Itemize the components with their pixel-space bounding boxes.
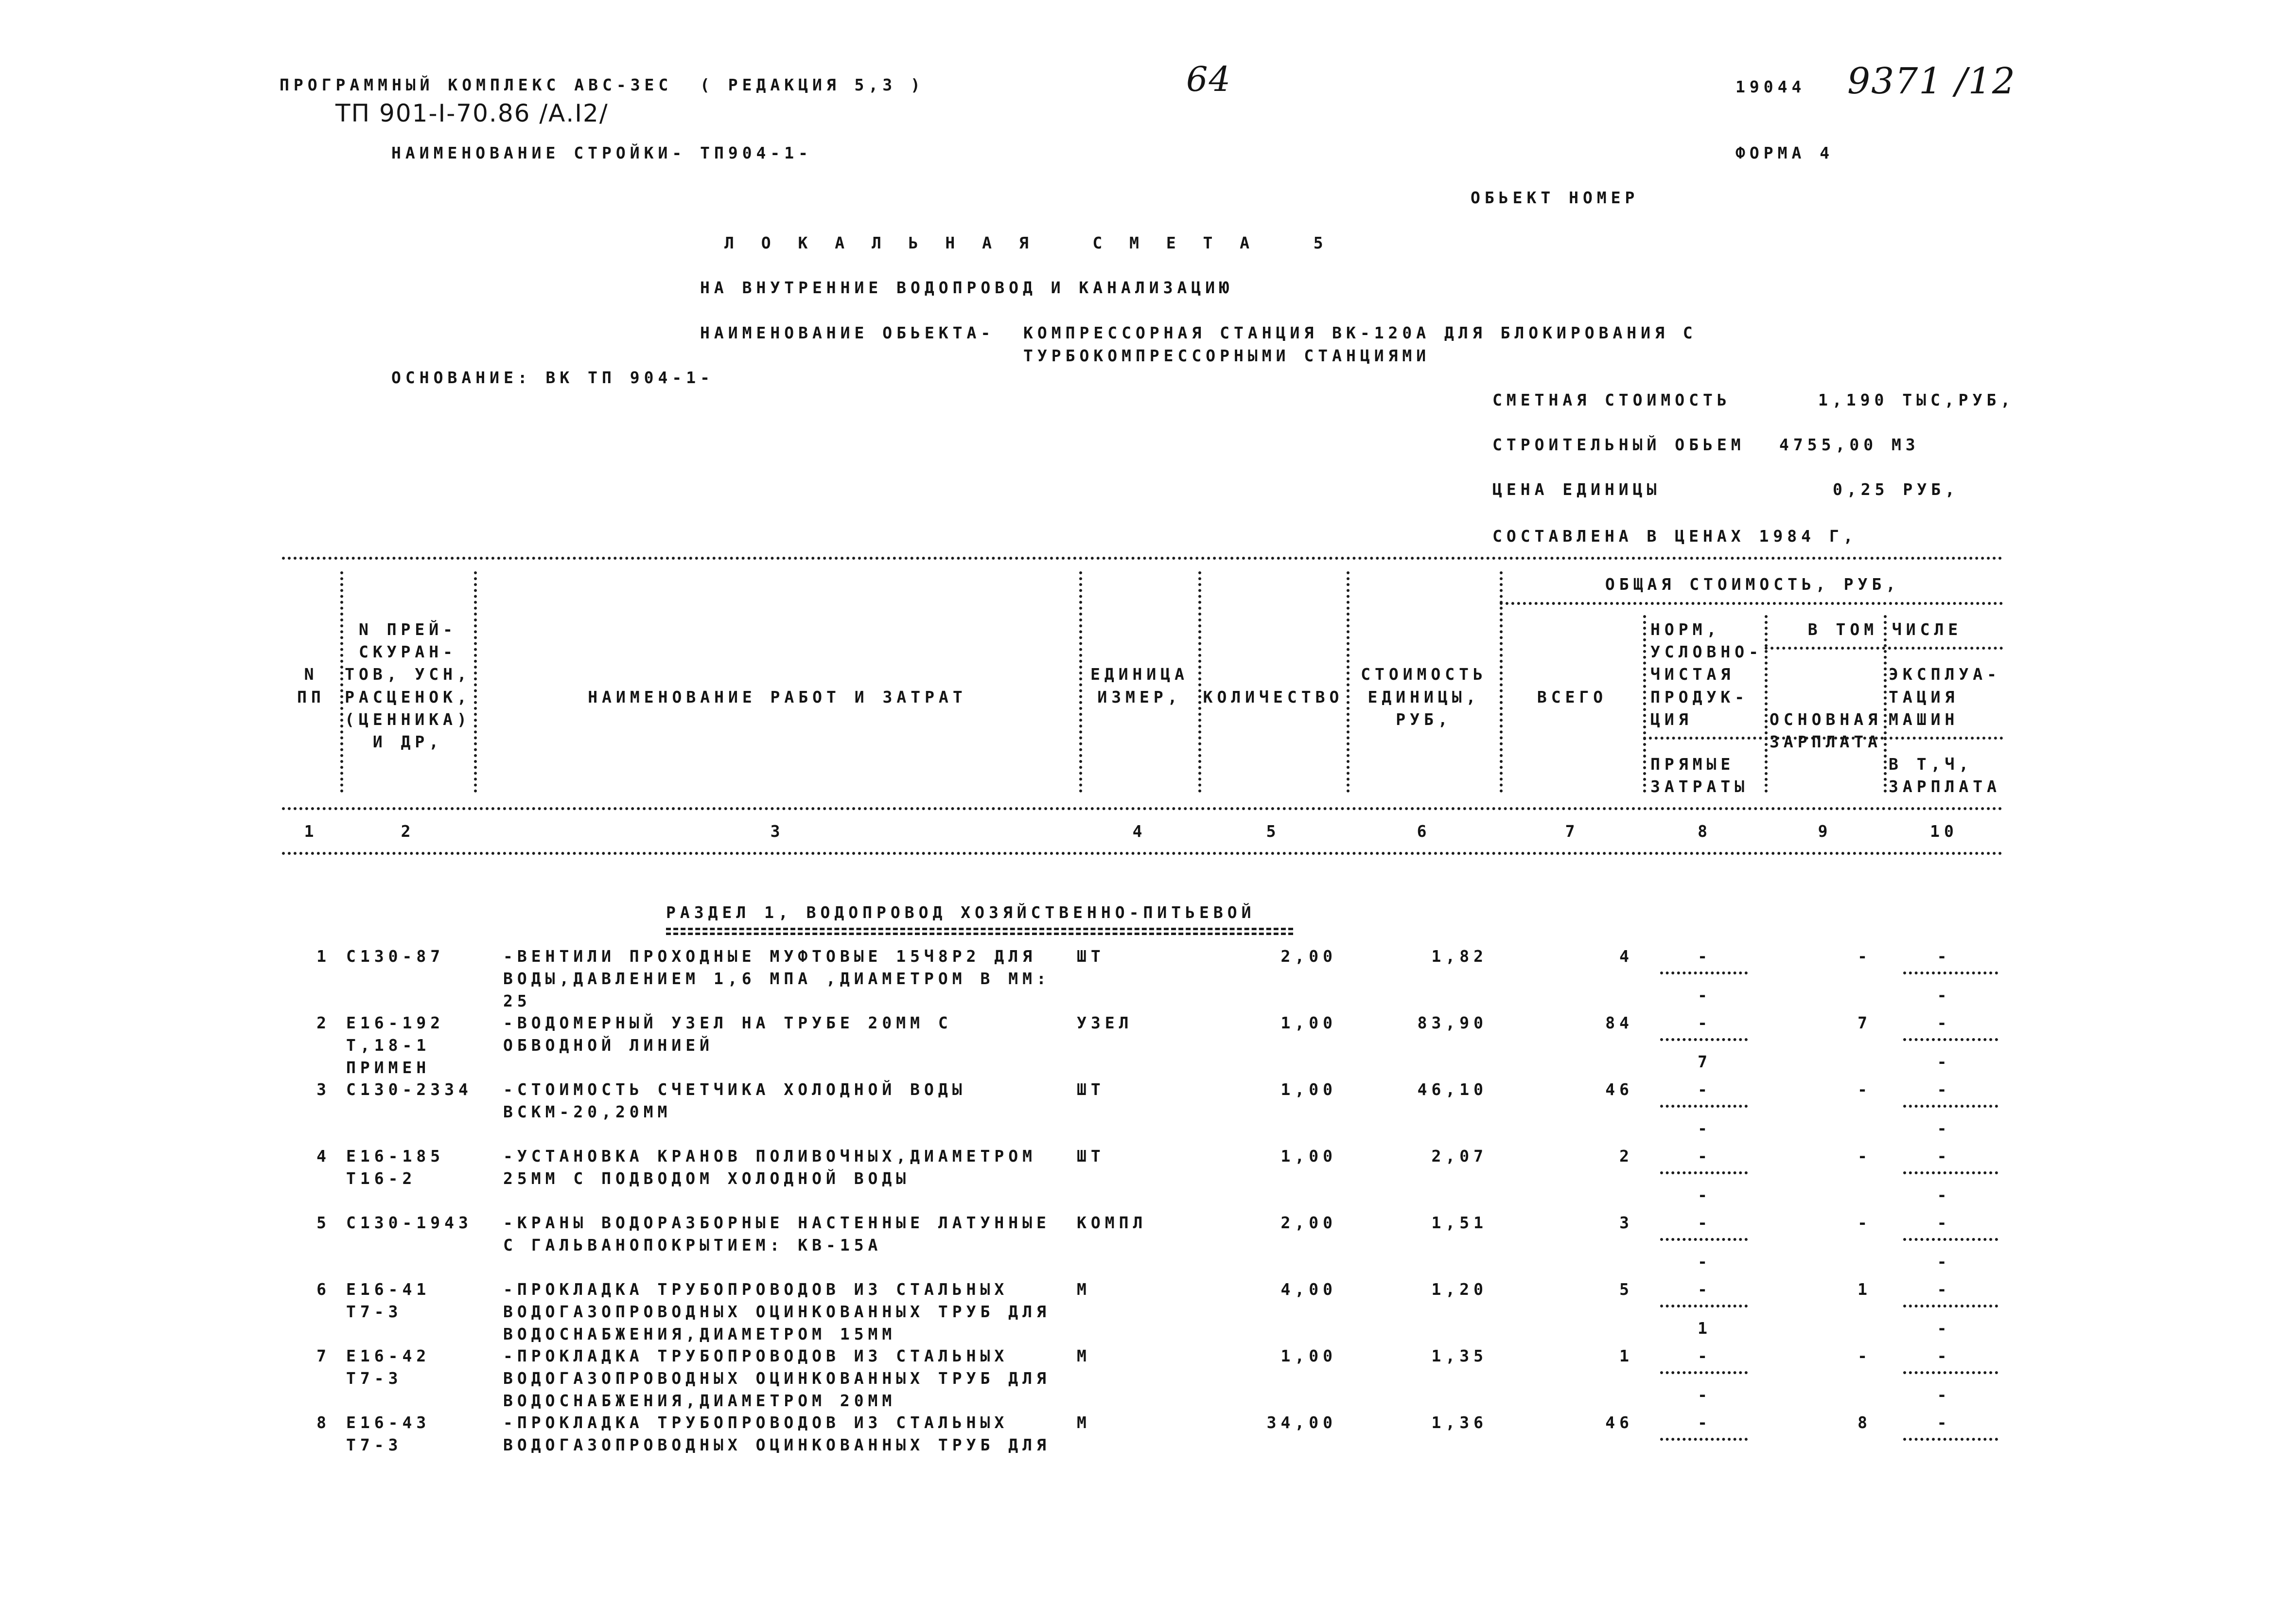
hdr-col6-a: СТОИМОСТЬ: [1361, 665, 1487, 684]
hdr-col9-a: ОСНОВНАЯ: [1770, 710, 1882, 729]
row-name: -УСТАНОВКА КРАНОВ ПОЛИВОЧНЫХ,ДИАМЕТРОМ: [503, 1147, 1036, 1166]
row-sub-rule: [1903, 1238, 1998, 1241]
row-quantity: 1,00: [1280, 1147, 1337, 1166]
row-quantity: 4,00: [1280, 1280, 1337, 1299]
construction-name: НАИМЕНОВАНИЕ СТРОЙКИ- ТП904-1-: [391, 143, 813, 162]
row-unit-price: 1,82: [1431, 947, 1488, 966]
row-code: Т,18-1: [346, 1036, 431, 1055]
volume-label: СТРОИТЕЛЬНЫЙ ОБЬЕМ: [1492, 435, 1745, 454]
row-sub-rule: [1660, 1038, 1748, 1041]
hdr-col6-b: ЕДИНИЦЫ,: [1367, 688, 1480, 707]
row-name: ВОДОСНАБЖЕНИЯ,ДИАМЕТРОМ 20ММ: [503, 1391, 896, 1410]
row-unit: ШТ: [1077, 947, 1105, 966]
column-numbers-rule: [282, 852, 2003, 855]
col-divider: [1643, 615, 1646, 793]
row-direct-costs: -: [1698, 1119, 1712, 1138]
row-machine-salary: -: [1937, 986, 1951, 1005]
row-unit: М: [1077, 1280, 1091, 1299]
row-base-salary: -: [1858, 1147, 1872, 1166]
row-name: ВОДОГАЗОПРОВОДНЫХ ОЦИНКОВАННЫХ ТРУБ ДЛЯ: [503, 1435, 1051, 1454]
prices-note: СОСТАВЛЕНА В ЦЕНАХ 1984 Г,: [1492, 527, 1858, 546]
hdr-col8-c: ЧИСТАЯ: [1650, 665, 1735, 684]
row-sub-rule: [1660, 1105, 1748, 1108]
row-quantity: 1,00: [1280, 1013, 1337, 1032]
row-name: -ПРОКЛАДКА ТРУБОПРОВОДОВ ИЗ СТАЛЬНЫХ: [503, 1280, 1009, 1299]
hdr-col8b-a: ПРЯМЫЕ: [1650, 755, 1735, 774]
col-divider: [1500, 571, 1503, 793]
col-divider: [474, 571, 477, 793]
row-sub-rule: [1903, 972, 1998, 974]
row-sub-rule: [1903, 1371, 1998, 1374]
row-code: С130-87: [346, 947, 445, 966]
col-number: 7: [1565, 822, 1579, 841]
col-number: 2: [401, 822, 415, 841]
row-machine-operation: -: [1937, 1213, 1951, 1232]
row-name: ОБВОДНОЙ ЛИНИЕЙ: [503, 1036, 714, 1055]
row-code: С130-1943: [346, 1213, 473, 1232]
row-machine-salary: -: [1937, 1119, 1951, 1138]
row-code: С130-2334: [346, 1080, 473, 1099]
row-machine-operation: -: [1937, 1080, 1951, 1099]
row-base-salary: -: [1858, 1213, 1872, 1232]
project-stamp: ТП 901-I-70.86 /А.I2/: [335, 99, 609, 127]
hdr-col8b-b: ЗАТРАТЫ: [1650, 777, 1749, 796]
row-sub-rule: [1903, 1171, 1998, 1174]
edition: ( РЕДАКЦИЯ 5,3 ): [700, 75, 925, 94]
row-sub-rule: [1660, 1238, 1748, 1241]
row-number: 4: [316, 1147, 331, 1166]
doc-code: 19044: [1735, 77, 1806, 96]
col-number: 5: [1266, 822, 1280, 841]
handwritten-doc-number: 9371 /12: [1847, 60, 2016, 102]
hdr-col2-a: N ПРЕЙ-: [358, 620, 457, 639]
row-code: Е16-43: [346, 1413, 431, 1432]
hdr-col8-b: УСЛОВНО-: [1650, 642, 1763, 661]
hdr-col10b-a: В Т,Ч,: [1889, 755, 1973, 774]
row-base-salary: -: [1858, 1080, 1872, 1099]
row-number: 3: [316, 1080, 331, 1099]
row-norm-production: -: [1698, 1346, 1712, 1365]
row-total: 5: [1619, 1280, 1633, 1299]
unit-price-label: ЦЕНА ЕДИНИЦЫ: [1492, 480, 1661, 499]
hdr-col7: ВСЕГО: [1537, 688, 1608, 707]
object-name-line1: КОМПРЕССОРНАЯ СТАНЦИЯ ВК-120А ДЛЯ БЛОКИРОВАНИЯ С: [1023, 323, 1697, 342]
row-unit: КОМПЛ: [1077, 1213, 1147, 1232]
hdr-col5: КОЛИЧЕСТВО: [1203, 688, 1344, 707]
doc-subject: НА ВНУТРЕННИЕ ВОДОПРОВОД И КАНАЛИЗАЦИЮ: [700, 278, 1233, 297]
row-base-salary: -: [1858, 1346, 1872, 1365]
row-base-salary: 1: [1858, 1280, 1872, 1299]
row-number: 7: [316, 1346, 331, 1365]
row-total: 4: [1619, 947, 1633, 966]
row-unit: М: [1077, 1346, 1091, 1365]
row-norm-production: -: [1698, 947, 1712, 966]
sub-rule-2: [1884, 737, 2003, 740]
row-unit: УЗЕЛ: [1077, 1013, 1133, 1032]
row-quantity: 1,00: [1280, 1080, 1337, 1099]
row-total: 84: [1605, 1013, 1633, 1032]
hdr-col2-f: И ДР,: [372, 732, 443, 751]
hdr-total-cost: ОБЩАЯ СТОИМОСТЬ, РУБ,: [1605, 575, 1900, 594]
row-unit-price: 1,20: [1431, 1280, 1488, 1299]
row-machine-operation: -: [1937, 947, 1951, 966]
row-name: ВСКМ-20,20ММ: [503, 1102, 672, 1121]
row-sub-rule: [1660, 1305, 1748, 1308]
row-name: ВОДОГАЗОПРОВОДНЫХ ОЦИНКОВАННЫХ ТРУБ ДЛЯ: [503, 1302, 1051, 1321]
row-name: 25ММ С ПОДВОДОМ ХОЛОДНОЙ ВОДЫ: [503, 1169, 911, 1188]
row-sub-rule: [1660, 972, 1748, 974]
col-number: 1: [304, 822, 318, 841]
section-underline: [666, 928, 1293, 930]
row-unit-price: 1,36: [1431, 1413, 1488, 1432]
row-number: 2: [316, 1013, 331, 1032]
row-machine-salary: -: [1937, 1052, 1951, 1071]
row-total: 46: [1605, 1080, 1633, 1099]
section-underline: [666, 933, 1293, 935]
col-number: 6: [1417, 822, 1431, 841]
row-base-salary: 7: [1858, 1013, 1872, 1032]
row-base-salary: -: [1858, 947, 1872, 966]
row-name: -СТОИМОСТЬ СЧЕТЧИКА ХОЛОДНОЙ ВОДЫ: [503, 1080, 966, 1099]
row-name: ВОДОСНАБЖЕНИЯ,ДИАМЕТРОМ 15ММ: [503, 1325, 896, 1343]
row-unit: М: [1077, 1413, 1091, 1432]
table-top-rule: [282, 557, 2003, 560]
row-name: -ВЕНТИЛИ ПРОХОДНЫЕ МУФТОВЫЕ 15Ч8Р2 ДЛЯ: [503, 947, 1036, 966]
row-code: Т16-2: [346, 1169, 417, 1188]
row-unit-price: 1,35: [1431, 1346, 1488, 1365]
hdr-col3: НАИМЕНОВАНИЕ РАБОТ И ЗАТРАТ: [588, 688, 967, 707]
row-base-salary: 8: [1858, 1413, 1872, 1432]
row-code: Т7-3: [346, 1435, 403, 1454]
estimate-cost-label: СМЕТНАЯ СТОИМОСТЬ: [1492, 390, 1731, 409]
total-cost-rule: [1500, 602, 2003, 605]
row-sub-rule: [1903, 1105, 1998, 1108]
hdr-incl: В ТОМ ЧИСЛЕ: [1807, 620, 1963, 639]
row-quantity: 34,00: [1266, 1413, 1337, 1432]
hdr-col10-a: ЭКСПЛУА-: [1889, 665, 2001, 684]
row-code: Т7-3: [346, 1369, 403, 1388]
row-direct-costs: 1: [1698, 1319, 1712, 1338]
hdr-col8-d: ПРОДУК-: [1650, 688, 1749, 707]
col-divider: [1765, 615, 1768, 793]
row-name: ВОДОГАЗОПРОВОДНЫХ ОЦИНКОВАННЫХ ТРУБ ДЛЯ: [503, 1369, 1051, 1388]
row-unit-price: 83,90: [1417, 1013, 1488, 1032]
volume-value: 4755,00 М3: [1779, 435, 1920, 454]
row-sub-rule: [1903, 1038, 1998, 1041]
row-sub-rule: [1903, 1305, 1998, 1308]
row-total: 3: [1619, 1213, 1633, 1232]
row-unit: ШТ: [1077, 1147, 1105, 1166]
hdr-col10-b: ТАЦИЯ: [1889, 688, 1959, 707]
row-number: 8: [316, 1413, 331, 1432]
hdr-col4-a: ЕДИНИЦА: [1090, 665, 1189, 684]
row-direct-costs: -: [1698, 1385, 1712, 1404]
row-direct-costs: -: [1698, 1252, 1712, 1271]
row-norm-production: -: [1698, 1213, 1712, 1232]
row-total: 2: [1619, 1147, 1633, 1166]
row-direct-costs: -: [1698, 1185, 1712, 1204]
row-machine-operation: -: [1937, 1413, 1951, 1432]
col-number: 8: [1698, 822, 1712, 841]
row-name: ВОДЫ,ДАВЛЕНИЕМ 1,6 МПА ,ДИАМЕТРОМ В ММ:: [503, 969, 1051, 988]
program-name: ПРОГРАММНЫЙ КОМПЛЕКС АВС-ЗЕС: [280, 75, 673, 94]
row-number: 5: [316, 1213, 331, 1232]
row-quantity: 2,00: [1280, 1213, 1337, 1232]
section-title: РАЗДЕЛ 1, ВОДОПРОВОД ХОЗЯЙСТВЕННО-ПИТЬЕВОЙ: [666, 903, 1256, 922]
row-machine-salary: -: [1937, 1185, 1951, 1204]
col-number: 3: [770, 822, 785, 841]
row-unit: ШТ: [1077, 1080, 1105, 1099]
row-unit-price: 1,51: [1431, 1213, 1488, 1232]
row-unit-price: 2,07: [1431, 1147, 1488, 1166]
hdr-col1-a: N: [304, 665, 318, 684]
row-direct-costs: 7: [1698, 1052, 1712, 1071]
hdr-col6-c: РУБ,: [1396, 710, 1452, 729]
row-norm-production: -: [1698, 1280, 1712, 1299]
col-number: 4: [1132, 822, 1147, 841]
row-code: Е16-185: [346, 1147, 445, 1166]
row-machine-salary: -: [1937, 1319, 1951, 1338]
row-quantity: 1,00: [1280, 1346, 1337, 1365]
row-number: 1: [316, 947, 331, 966]
form-number: ФОРМА 4: [1735, 143, 1834, 162]
hdr-col9-b: ЗАРПЛАТА: [1770, 732, 1882, 751]
row-machine-operation: -: [1937, 1013, 1951, 1032]
row-machine-operation: -: [1937, 1280, 1951, 1299]
col-number: 10: [1930, 822, 1958, 841]
row-number: 6: [316, 1280, 331, 1299]
row-norm-production: -: [1698, 1013, 1712, 1032]
row-name: -ВОДОМЕРНЫЙ УЗЕЛ НА ТРУБЕ 20ММ С: [503, 1013, 952, 1032]
object-name-line2: ТУРБОКОМПРЕССОРНЫМИ СТАНЦИЯМИ: [1023, 346, 1431, 365]
row-machine-operation: -: [1937, 1147, 1951, 1166]
page-number: 64: [1186, 59, 1232, 99]
col-number: 9: [1818, 822, 1832, 841]
basis: ОСНОВАНИЕ: ВК ТП 904-1-: [391, 368, 714, 387]
hdr-col2-c: ТОВ, УСН,: [345, 665, 471, 684]
unit-price-value: 0,25 РУБ,: [1833, 480, 1959, 499]
hdr-col2-d: РАСЦЕНОК,: [345, 688, 471, 707]
estimate-cost-value: 1,190 ТЫС,РУБ,: [1818, 390, 2015, 409]
row-name: С ГАЛЬВАНОПОКРЫТИЕМ: КВ-15А: [503, 1236, 882, 1255]
row-sub-rule: [1660, 1438, 1748, 1441]
hdr-col10-c: МАШИН: [1889, 710, 1959, 729]
row-norm-production: -: [1698, 1080, 1712, 1099]
row-name: 25: [503, 991, 531, 1010]
hdr-col8-a: НОРМ,: [1650, 620, 1721, 639]
row-code: Е16-42: [346, 1346, 431, 1365]
row-sub-rule: [1660, 1171, 1748, 1174]
row-machine-operation: -: [1937, 1346, 1951, 1365]
hdr-col8-e: ЦИЯ: [1650, 710, 1693, 729]
row-code: ПРИМЕН: [346, 1058, 431, 1077]
col-divider: [1884, 615, 1887, 793]
doc-title: Л О К А Л Ь Н А Я С М Е Т А 5: [724, 233, 1332, 252]
row-code: Е16-192: [346, 1013, 445, 1032]
row-machine-salary: -: [1937, 1385, 1951, 1404]
row-machine-salary: -: [1937, 1252, 1951, 1271]
hdr-col10b-b: ЗАРПЛАТА: [1889, 777, 2001, 796]
header-bottom-rule: [282, 807, 2003, 810]
row-direct-costs: -: [1698, 986, 1712, 1005]
row-sub-rule: [1903, 1438, 1998, 1441]
row-norm-production: -: [1698, 1147, 1712, 1166]
col-divider: [1198, 571, 1201, 793]
row-name: -ПРОКЛАДКА ТРУБОПРОВОДОВ ИЗ СТАЛЬНЫХ: [503, 1413, 1009, 1432]
object-number: ОБЬЕКТ НОМЕР: [1471, 188, 1639, 207]
row-total: 46: [1605, 1413, 1633, 1432]
row-norm-production: -: [1698, 1413, 1712, 1432]
row-total: 1: [1619, 1346, 1633, 1365]
row-name: -КРАНЫ ВОДОРАЗБОРНЫЕ НАСТЕННЫЕ ЛАТУННЫЕ: [503, 1213, 1051, 1232]
object-label: НАИМЕНОВАНИЕ ОБЬЕКТА-: [700, 323, 995, 342]
row-code: Е16-41: [346, 1280, 431, 1299]
row-sub-rule: [1660, 1371, 1748, 1374]
hdr-col1-b: ПП: [297, 688, 325, 707]
row-unit-price: 46,10: [1417, 1080, 1488, 1099]
hdr-col4-b: ИЗМЕР,: [1097, 688, 1182, 707]
hdr-col2-b: СКУРАН-: [358, 642, 457, 661]
hdr-col2-e: (ЦЕННИКА): [345, 710, 471, 729]
row-quantity: 2,00: [1280, 947, 1337, 966]
row-name: -ПРОКЛАДКА ТРУБОПРОВОДОВ ИЗ СТАЛЬНЫХ: [503, 1346, 1009, 1365]
row-code: Т7-3: [346, 1302, 403, 1321]
